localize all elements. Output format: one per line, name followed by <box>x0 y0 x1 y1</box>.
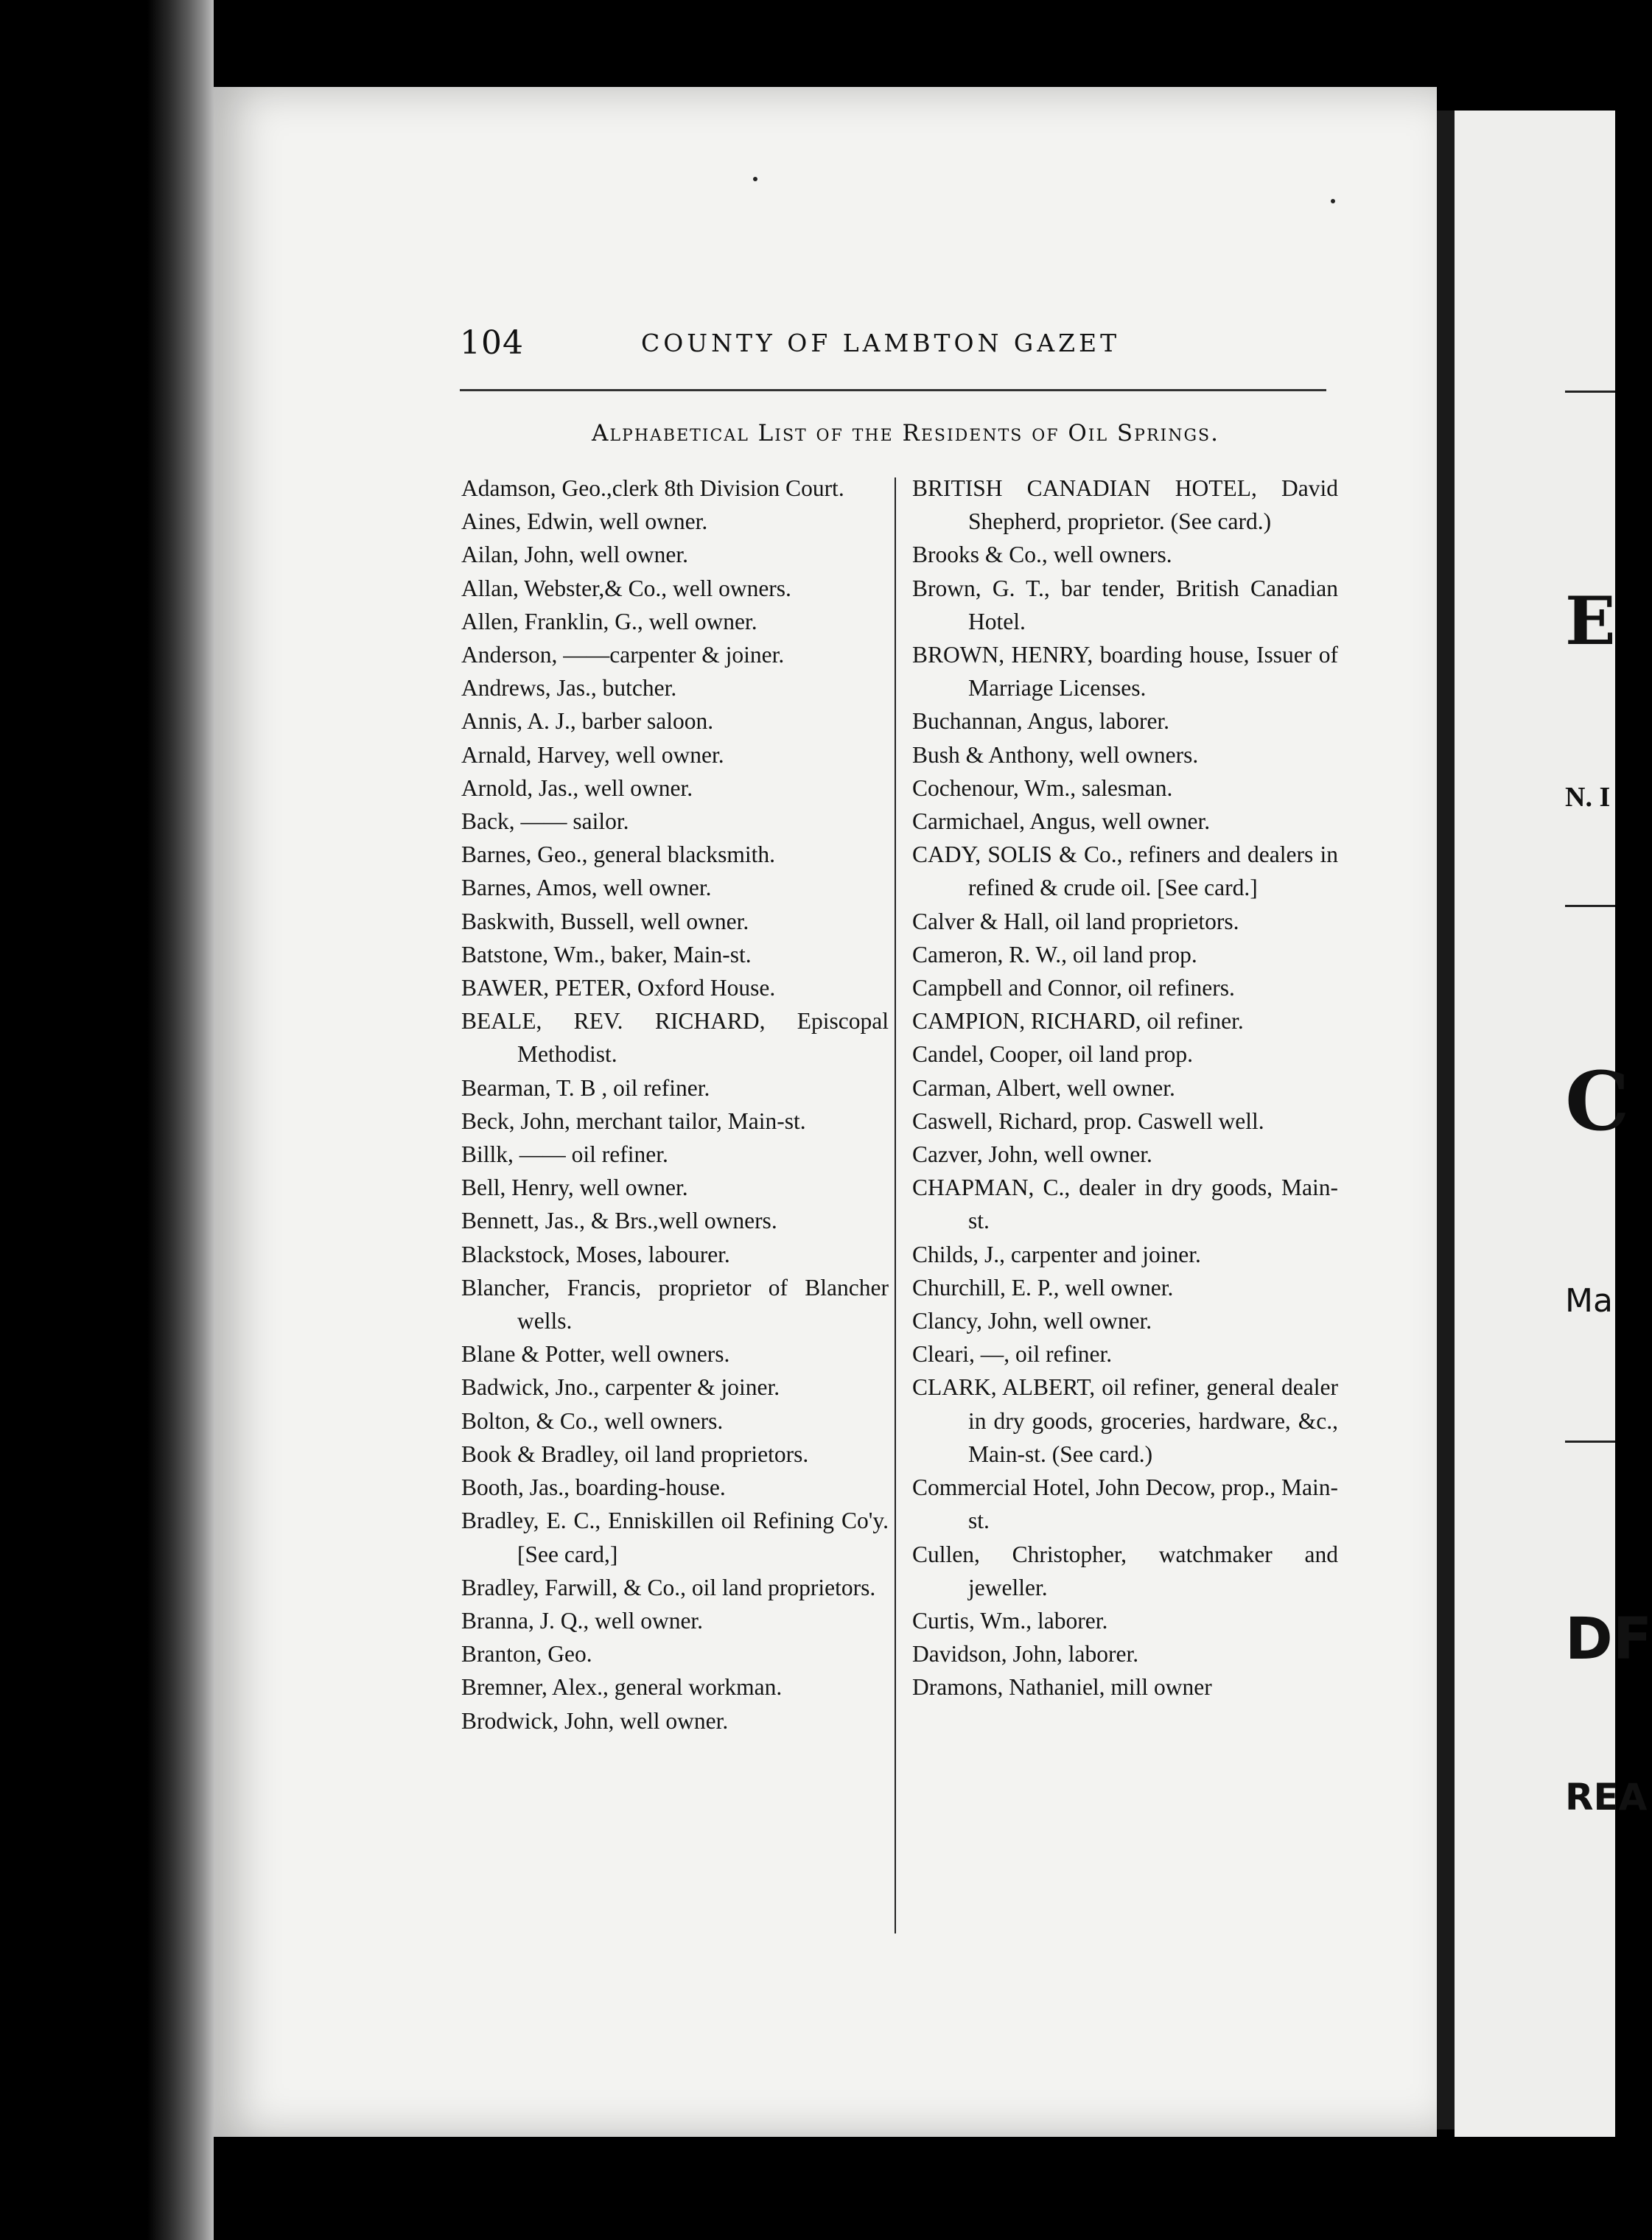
directory-entry: Candel, Cooper, oil land prop. <box>912 1041 1194 1068</box>
directory-entry: Adamson, Geo.,clerk 8th Division Court. <box>461 475 844 501</box>
directory-entry: Clancy, John, well owner. <box>912 1308 1152 1334</box>
directory-entry: Bradley, E. C., Enniskillen oil Refining Co'y. [See card,] <box>461 1508 889 1567</box>
page-gutter <box>1437 111 1455 2129</box>
directory-entry: Cameron, R. W., oil land prop. <box>912 941 1197 967</box>
header-rule <box>460 389 1326 391</box>
directory-entry: Blackstock, Moses, labourer. <box>461 1241 730 1267</box>
list-title: Alphabetical List of the Residents of Oil Springs. <box>592 420 1219 447</box>
directory-entry: Brooks & Co., well owners. <box>912 542 1172 568</box>
right-column <box>912 472 1338 1704</box>
directory-entry: Blane & Potter, well owners. <box>461 1341 730 1368</box>
directory-entry: Baskwith, Bussell, well owner. <box>461 908 749 934</box>
directory-entry: Cochenour, Wm., salesman. <box>912 774 1173 801</box>
directory-entry: Cazver, John, well owner. <box>912 1141 1152 1168</box>
directory-entry: Branna, J. Q., well owner. <box>461 1607 704 1634</box>
directory-entry: BAWER, PETER, Oxford House. <box>461 975 776 1001</box>
directory-entry: CADY, SOLIS & Co., refiners and dealers in refined & crude oil. [See card.] <box>912 841 1338 901</box>
adjacent-page-fragment: DF <box>1565 1606 1652 1673</box>
directory-entry: Arnold, Jas., well owner. <box>461 774 693 801</box>
directory-entry: Bolton, & Co., well owners. <box>461 1407 724 1434</box>
directory-entry: BEALE, REV. RICHARD, Episcopal Methodist. <box>461 1008 889 1068</box>
adjacent-page-fragment: N. I <box>1565 782 1611 813</box>
directory-entry: Brown, G. T., bar tender, British Canadian Hotel. <box>912 575 1338 634</box>
directory-entry: Branton, Geo. <box>461 1641 592 1667</box>
directory-entry: Dramons, Nathaniel, mill owner <box>912 1674 1212 1701</box>
directory-entry: Back, —— sailor. <box>461 808 629 835</box>
adjacent-page-fragment: Ma <box>1565 1282 1613 1320</box>
directory-entry: Anderson, ——carpenter & joiner. <box>461 642 785 668</box>
directory-entry: Cleari, —, oil refiner. <box>912 1341 1113 1368</box>
directory-entry: Aines, Edwin, well owner. <box>461 508 708 535</box>
adjacent-page-rule <box>1565 905 1615 907</box>
directory-entry: Andrews, Jas., butcher. <box>461 675 677 701</box>
directory-entry: Curtis, Wm., laborer. <box>912 1607 1108 1634</box>
directory-entry: Calver & Hall, oil land proprietors. <box>912 908 1239 934</box>
directory-entry: Campbell and Connor, oil refiners. <box>912 975 1235 1001</box>
directory-entry: Allen, Franklin, G., well owner. <box>461 608 757 634</box>
adjacent-page-rule <box>1565 391 1615 393</box>
directory-entry: Badwick, Jno., carpenter & joiner. <box>461 1374 780 1401</box>
directory-entry: Billk, —— oil refiner. <box>461 1141 668 1168</box>
directory-entry: Caswell, Richard, prop. Caswell well. <box>912 1107 1264 1134</box>
directory-entry: CHAPMAN, C., dealer in dry goods, Main-st. <box>912 1175 1338 1234</box>
adjacent-page-rule <box>1565 1441 1615 1443</box>
directory-entry: Batstone, Wm., baker, Main-st. <box>461 941 752 967</box>
directory-entry: Bearman, T. B , oil refiner. <box>461 1074 710 1101</box>
directory-entry: Commercial Hotel, John Decow, prop., Main-st. <box>912 1474 1338 1534</box>
directory-entry: Carman, Albert, well owner. <box>912 1074 1175 1101</box>
print-speck <box>1331 199 1335 203</box>
directory-entry: Bennett, Jas., & Brs.,well owners. <box>461 1208 777 1234</box>
directory-entry: Davidson, John, laborer. <box>912 1641 1139 1667</box>
page-number: 104 <box>460 324 524 362</box>
adjacent-page <box>1455 111 1652 2137</box>
directory-entry: Childs, J., carpenter and joiner. <box>912 1241 1201 1267</box>
directory-entry: Barnes, Geo., general blacksmith. <box>461 841 775 868</box>
directory-entry: Booth, Jas., boarding-house. <box>461 1474 726 1501</box>
book-spine-shadow <box>0 0 214 2240</box>
running-header <box>460 324 1326 368</box>
directory-entry: Bremner, Alex., general workman. <box>461 1674 783 1701</box>
directory-entry: Bush & Anthony, well owners. <box>912 741 1199 768</box>
directory-entry: Carmichael, Angus, well owner. <box>912 808 1211 835</box>
adjacent-page-fragment: E <box>1565 582 1616 660</box>
directory-entry: Book & Bradley, oil land proprietors. <box>461 1441 809 1467</box>
directory-entry: Bradley, Farwill, & Co., oil land proprietors. <box>461 1574 876 1600</box>
directory-entry: Bell, Henry, well owner. <box>461 1175 688 1201</box>
directory-entry: Churchill, E. P., well owner. <box>912 1274 1174 1301</box>
directory-entry: Arnald, Harvey, well owner. <box>461 741 724 768</box>
directory-entry: CAMPION, RICHARD, oil refiner. <box>912 1008 1244 1035</box>
left-column <box>461 472 889 1737</box>
directory-entry: Blancher, Francis, proprietor of Blancher wells. <box>461 1274 889 1334</box>
directory-entry: BRITISH CANADIAN HOTEL, David Shepherd, proprietor. (See card.) <box>912 475 1338 535</box>
adjacent-page-fragment: C <box>1565 1054 1630 1149</box>
directory-entry: BROWN, HENRY, boarding house, Issuer of Marriage Licenses. <box>912 642 1338 701</box>
directory-entry: Beck, John, merchant tailor, Main-st. <box>461 1107 806 1134</box>
print-speck <box>753 177 757 181</box>
directory-entry: Allan, Webster,& Co., well owners. <box>461 575 791 601</box>
directory-entry: Brodwick, John, well owner. <box>461 1707 729 1734</box>
directory-entry: Buchannan, Angus, laborer. <box>912 708 1170 735</box>
directory-entry: Cullen, Christopher, watchmaker and jeweller. <box>912 1541 1338 1600</box>
directory-entry: CLARK, ALBERT, oil refiner, general dealer in dry goods, groceries, hardware, &c., Main-st. (See card.) <box>912 1374 1338 1467</box>
adjacent-page-fragment: REA <box>1565 1776 1648 1819</box>
column-divider <box>895 477 896 1933</box>
directory-entry: Annis, A. J., barber saloon. <box>461 708 714 735</box>
running-title: COUNTY OF LAMBTON GAZET <box>641 329 1121 357</box>
directory-entry: Ailan, John, well owner. <box>461 542 688 568</box>
directory-entry: Barnes, Amos, well owner. <box>461 875 712 901</box>
